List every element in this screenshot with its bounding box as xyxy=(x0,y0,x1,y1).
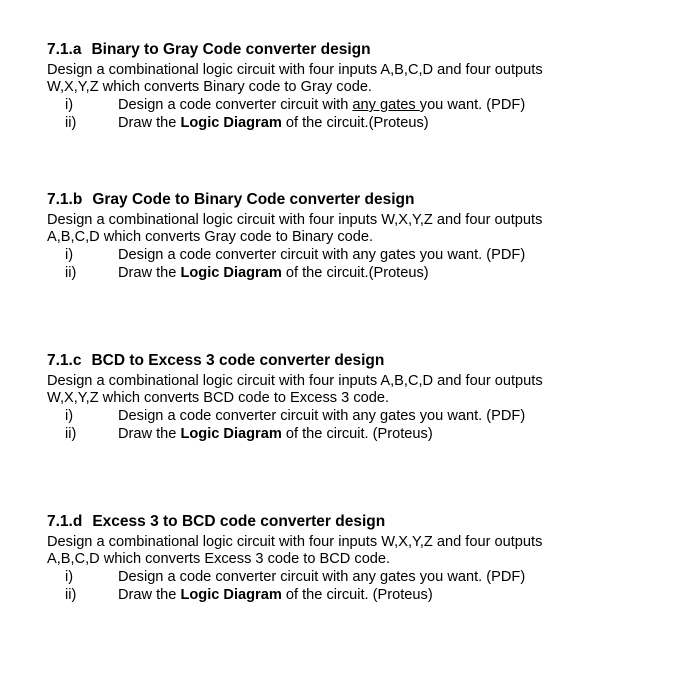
list-marker: i) xyxy=(65,247,74,263)
list-item xyxy=(47,96,647,114)
bold-phrase: Logic Diagram xyxy=(180,587,282,603)
section-7-1-b xyxy=(47,190,647,282)
section-heading xyxy=(47,40,647,59)
underlined-phrase: any gates xyxy=(352,97,420,113)
list-item xyxy=(47,114,647,132)
section-number: 7.1.a xyxy=(47,41,82,58)
list-marker: i) xyxy=(65,97,74,113)
list-item xyxy=(47,407,647,425)
section-7-1-c xyxy=(47,351,647,443)
list-item xyxy=(47,586,647,604)
list-item-text xyxy=(118,425,433,443)
list-item xyxy=(47,264,647,282)
section-title: Binary to Gray Code converter design xyxy=(91,41,371,58)
description-line-1: Design a combinational logic circuit with four inputs A,B,C,D and four outputs xyxy=(47,62,543,78)
bold-phrase: Logic Diagram xyxy=(180,426,282,442)
section-7-1-d xyxy=(47,512,647,604)
item-text-pre: Draw the xyxy=(118,265,181,281)
list-item xyxy=(47,425,647,443)
item-text-post: of the circuit.(Proteus) xyxy=(281,115,429,131)
section-heading xyxy=(47,351,647,370)
description-line-2: W,X,Y,Z which converts Binary code to Gray code. xyxy=(47,79,372,95)
item-text-pre: Design a code converter circuit with xyxy=(118,97,353,113)
section-number: 7.1.c xyxy=(47,352,82,369)
bold-phrase: Logic Diagram xyxy=(180,265,282,281)
item-text-post: of the circuit.(Proteus) xyxy=(281,265,429,281)
description-line-1: Design a combinational logic circuit with four inputs W,X,Y,Z and four outputs xyxy=(47,212,543,228)
item-text-post: of the circuit. (Proteus) xyxy=(281,587,433,603)
section-number: 7.1.d xyxy=(47,513,83,530)
section-7-1-a xyxy=(47,40,647,132)
description-line-2: A,B,C,D which converts Gray code to Binary code. xyxy=(47,229,374,245)
section-heading xyxy=(47,190,647,209)
list-marker: ii) xyxy=(65,587,77,603)
list-marker: ii) xyxy=(65,265,77,281)
list-marker: ii) xyxy=(65,115,77,131)
list-marker: i) xyxy=(65,408,74,424)
list-marker: ii) xyxy=(65,426,77,442)
list-item-text xyxy=(118,586,433,604)
item-text-post: of the circuit. (Proteus) xyxy=(281,426,433,442)
list-item-text: Design a code converter circuit with any gates you want. (PDF) xyxy=(118,247,526,263)
list-item-text xyxy=(118,96,525,114)
list-item-text xyxy=(118,264,429,282)
item-text-post: you want. (PDF) xyxy=(419,97,526,113)
section-heading xyxy=(47,512,647,531)
item-text-pre: Draw the xyxy=(118,426,181,442)
list-marker: i) xyxy=(65,569,74,585)
bold-phrase: Logic Diagram xyxy=(180,115,282,131)
list-item-text: Design a code converter circuit with any gates you want. (PDF) xyxy=(118,408,526,424)
list-item xyxy=(47,568,647,586)
list-item-text: Design a code converter circuit with any gates you want. (PDF) xyxy=(118,569,526,585)
description-line-2: A,B,C,D which converts Excess 3 code to BCD code. xyxy=(47,551,391,567)
section-title: Gray Code to Binary Code converter design xyxy=(92,191,415,208)
description-line-1: Design a combinational logic circuit with four inputs A,B,C,D and four outputs xyxy=(47,373,543,389)
section-number: 7.1.b xyxy=(47,191,83,208)
list-item xyxy=(47,246,647,264)
description-line-1: Design a combinational logic circuit with four inputs W,X,Y,Z and four outputs xyxy=(47,534,543,550)
section-title: BCD to Excess 3 code converter design xyxy=(91,352,385,369)
item-text-pre: Draw the xyxy=(118,115,181,131)
item-text-pre: Draw the xyxy=(118,587,181,603)
description-line-2: W,X,Y,Z which converts BCD code to Excess 3 code. xyxy=(47,390,390,406)
list-item-text xyxy=(118,114,429,132)
section-title: Excess 3 to BCD code converter design xyxy=(92,513,386,530)
